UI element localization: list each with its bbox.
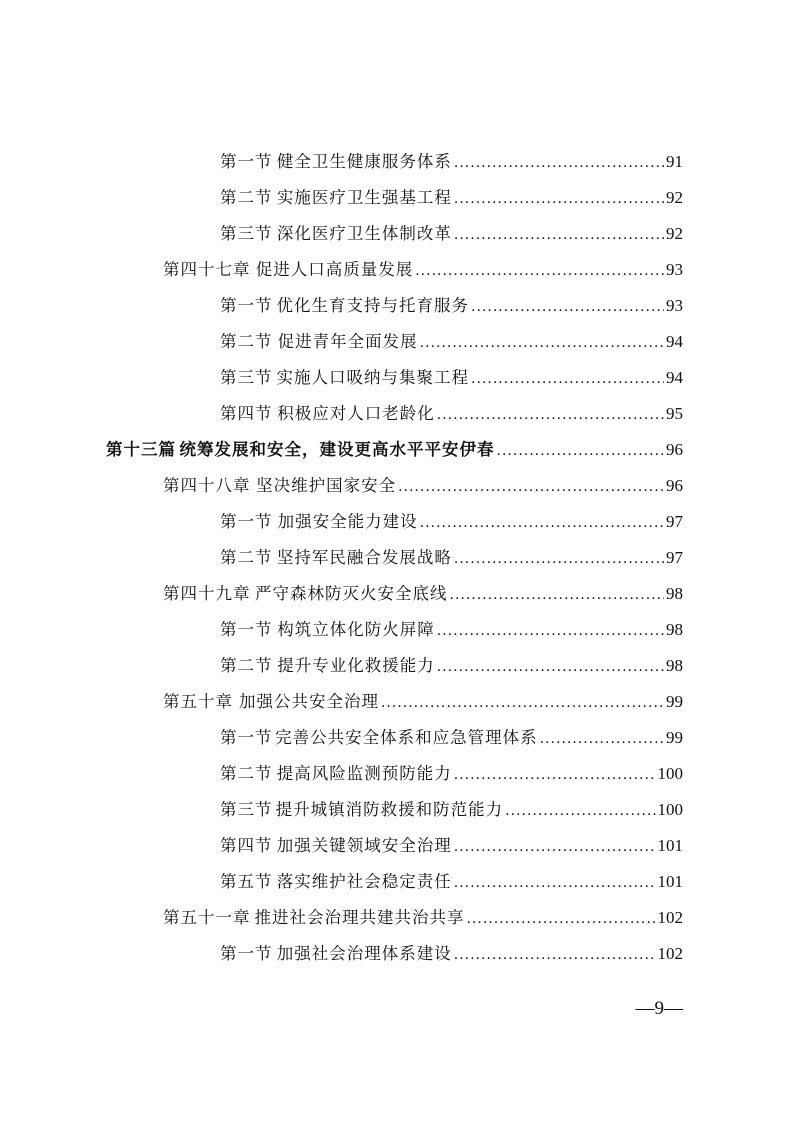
toc-section-label: 第四节 [220, 404, 273, 423]
table-of-contents [0, 144, 793, 972]
toc-page-number: 91 [666, 152, 683, 171]
toc-section-label: 第一节 [220, 728, 273, 747]
page-number: —9— [635, 998, 683, 1019]
toc-page-number: 92 [666, 224, 683, 243]
toc-page-number: 100 [657, 764, 683, 783]
toc-entry-section [0, 324, 793, 360]
toc-section-label: 第一节 [220, 152, 273, 171]
toc-section-label: 第二节 [220, 332, 273, 351]
toc-page-number: 92 [666, 188, 683, 207]
dot-leader [454, 181, 664, 217]
dot-leader [471, 361, 664, 397]
dot-leader [437, 649, 664, 685]
toc-page-number: 95 [666, 404, 683, 423]
dot-leader [420, 505, 664, 541]
dot-leader [505, 793, 655, 829]
toc-page-number: 97 [666, 512, 683, 531]
dot-leader [454, 541, 664, 577]
toc-chapter-title: 加强公共安全治理 [238, 692, 379, 711]
toc-section-label: 第三节 [220, 368, 273, 387]
toc-entry-section [0, 612, 793, 648]
toc-chapter-label: 第五十章 [163, 692, 233, 711]
dot-leader [497, 433, 664, 469]
toc-page-number: 99 [666, 692, 683, 711]
toc-section-title: 坚持军民融合发展战略 [276, 548, 452, 567]
toc-entry-section [0, 792, 793, 828]
toc-page-number: 98 [666, 620, 683, 639]
toc-section-title: 构筑立体化防火屏障 [277, 620, 435, 639]
toc-section-title: 优化生育支持与托育服务 [276, 296, 470, 315]
toc-entry-chapter [0, 900, 793, 936]
toc-entry-section [0, 864, 793, 900]
toc-section-label: 第二节 [220, 656, 273, 675]
toc-entry-section [0, 360, 793, 396]
dot-leader [454, 217, 664, 253]
toc-section-label: 第二节 [220, 548, 273, 567]
toc-entry-section [0, 828, 793, 864]
toc-page-number: 100 [657, 800, 683, 819]
toc-chapter-label: 第四十八章 [163, 476, 251, 495]
toc-page-number: 94 [666, 368, 683, 387]
toc-page-number: 102 [657, 908, 683, 927]
toc-section-label: 第五节 [220, 872, 273, 891]
toc-section-title: 完善公共安全体系和应急管理体系 [275, 728, 538, 747]
toc-section-title: 加强安全能力建设 [277, 512, 418, 531]
toc-entry-chapter [0, 468, 793, 504]
toc-entry-section [0, 756, 793, 792]
toc-page-number: 96 [666, 476, 683, 495]
toc-entry-section [0, 144, 793, 180]
toc-section-title: 实施人口吸纳与集聚工程 [276, 368, 470, 387]
toc-entry-part [0, 432, 793, 468]
toc-page-number: 96 [666, 440, 683, 459]
dot-leader [454, 937, 656, 973]
toc-section-title: 促进青年全面发展 [277, 332, 418, 351]
toc-entry-section [0, 180, 793, 216]
toc-page-number: 101 [657, 872, 683, 891]
toc-page-number: 98 [666, 656, 683, 675]
toc-entry-section [0, 720, 793, 756]
toc-page-number: 102 [657, 944, 683, 963]
toc-section-label: 第一节 [220, 944, 273, 963]
toc-entry-section [0, 216, 793, 252]
toc-entry-section [0, 936, 793, 972]
toc-entry-section [0, 648, 793, 684]
toc-chapter-title: 坚决维护国家安全 [256, 476, 397, 495]
dot-leader [454, 145, 664, 181]
toc-section-title: 积极应对人口老龄化 [277, 404, 435, 423]
dot-leader [437, 613, 664, 649]
toc-entry-chapter [0, 252, 793, 288]
toc-section-label: 第二节 [220, 764, 273, 783]
toc-section-label: 第一节 [220, 296, 273, 315]
toc-chapter-title: 推进社会治理共建共治共享 [254, 908, 465, 927]
toc-page-number: 93 [666, 260, 683, 279]
toc-entry-section [0, 504, 793, 540]
toc-chapter-title: 严守森林防灭火安全底线 [255, 584, 448, 603]
toc-page-number: 98 [666, 584, 683, 603]
dot-leader [398, 469, 664, 505]
dot-leader [420, 325, 664, 361]
toc-page-number: 93 [666, 296, 683, 315]
dot-leader [454, 829, 656, 865]
toc-chapter-label: 第四十九章 [163, 584, 251, 603]
toc-section-label: 第三节 [220, 224, 273, 243]
toc-entry-chapter [0, 684, 793, 720]
toc-entry-section [0, 396, 793, 432]
toc-page-number: 94 [666, 332, 683, 351]
dot-leader [471, 289, 664, 325]
toc-section-title: 健全卫生健康服务体系 [276, 152, 452, 171]
toc-section-title: 提升专业化救援能力 [277, 656, 435, 675]
dot-leader [454, 757, 656, 793]
dot-leader [437, 397, 664, 433]
dot-leader [450, 577, 665, 613]
toc-part-title: 统筹发展和安全，建设更高水平平安伊春 [179, 440, 495, 459]
dot-leader [381, 685, 664, 721]
toc-section-label: 第一节 [220, 620, 273, 639]
toc-section-label: 第二节 [220, 188, 273, 207]
toc-section-title: 深化医疗卫生体制改革 [276, 224, 452, 243]
toc-chapter-label: 第五十一章 [163, 908, 251, 927]
toc-chapter-title: 促进人口高质量发展 [255, 260, 414, 279]
dot-leader [540, 721, 664, 757]
toc-section-label: 第三节 [220, 800, 273, 819]
toc-section-title: 提升城镇消防救援和防范能力 [275, 800, 504, 819]
toc-section-title: 加强关键领域安全治理 [276, 836, 452, 855]
toc-entry-section [0, 540, 793, 576]
toc-page-number: 99 [666, 728, 683, 747]
dot-leader [466, 901, 655, 937]
toc-section-label: 第一节 [220, 512, 273, 531]
toc-section-title: 提高风险监测预防能力 [276, 764, 452, 783]
toc-chapter-label: 第四十七章 [163, 260, 251, 279]
toc-section-label: 第四节 [220, 836, 273, 855]
toc-part-label: 第十三篇 [106, 440, 176, 459]
dot-leader [454, 865, 656, 901]
toc-entry-chapter [0, 576, 793, 612]
toc-section-title: 落实维护社会稳定责任 [276, 872, 452, 891]
toc-page-number: 101 [657, 836, 683, 855]
toc-section-title: 实施医疗卫生强基工程 [276, 188, 452, 207]
dot-leader [415, 253, 664, 289]
toc-page-number: 97 [666, 548, 683, 567]
toc-section-title: 加强社会治理体系建设 [276, 944, 452, 963]
toc-entry-section [0, 288, 793, 324]
